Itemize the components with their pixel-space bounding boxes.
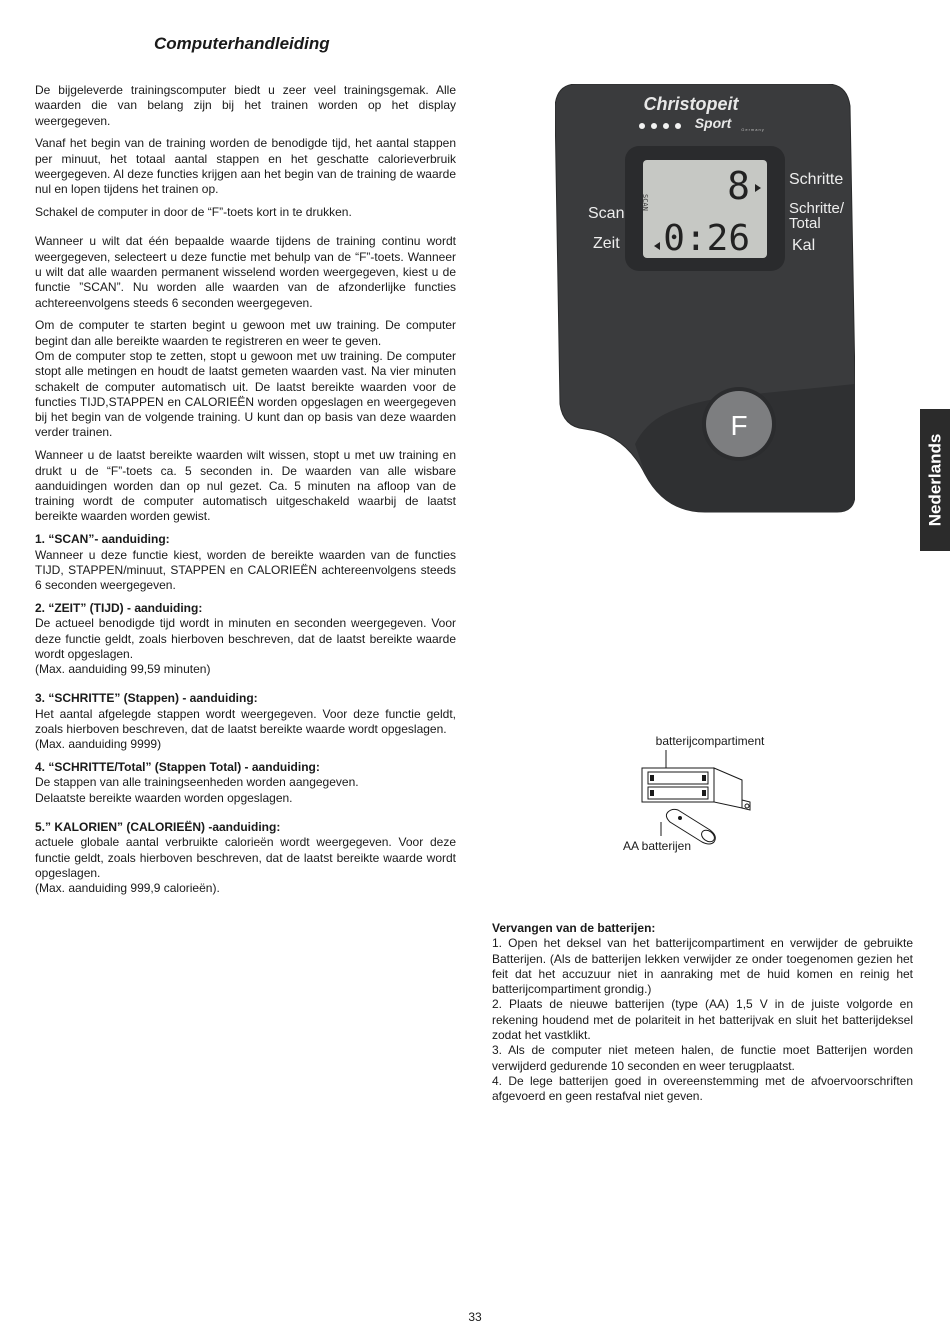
battery-terminals <box>650 775 706 796</box>
section-schritte-total-body-1: De stappen van alle trainingseenheden worden aangegeven. <box>35 775 359 790</box>
section-kalorien-heading: 5.” KALORIEN” (CALORIEËN) -aanduiding: <box>35 819 281 834</box>
section-kalorien-body: actuele globale aantal verbruikte calorieën wordt weergegeven. Voor deze functie geldt, zoals hierboven beschreven, dat de laatst bereikte waarde wordt opgeslagen. <box>35 835 456 880</box>
paragraph-start-training: Om de computer te starten begint u gewoon met uw training. De computer begint dan alle bereikte waarden te registreren en weer te geven. <box>35 318 456 348</box>
battery-step-1: 1. Open het deksel van het batterijcompartiment en verwijder de gebruikte Batterijen. (Als de batterijen lekken verwijder ze onder toegenomen gezien het feit dat het accuzuur niet in aanraking met de huid komen en reinig het batterijcompartiment grondig.) <box>492 936 913 997</box>
battery-replacement-heading: Vervangen van de batterijen: <box>492 921 656 935</box>
section-zeit <box>35 601 456 677</box>
brand-germany: Germany <box>741 127 765 132</box>
battery-step-2: 2. Plaats de nieuwe batterijen (type (AA) 1,5 V in de juiste volgorde en rekening houdend met de polariteit in het batterijvak en sluit het batterijdeksel zodat het vastklikt. <box>492 997 913 1043</box>
paragraph-stop-training: Om de computer stop te zetten, stopt u gewoon met uw training. De computer stopt alle metingen en houdt de laatst gemeten waarden vast. Na vier minuten schakelt de computer automatisch uit. De laatst bereikte waarden voor de functies TIJD,STAPPEN en CALORIEËN worden opgeslagen en weergegeven bij het begin van de volgende training. U kunt dan op basis van deze waarden verder trainen. <box>35 348 456 440</box>
section-scan-body: Wanneer u deze functie kiest, worden de bereikte waarden van de functies TIJD, STAPPEN/minuut, STAPPEN en CALORIEËN achtereenvolgens steeds 6 seconden weergegeven. <box>35 547 456 593</box>
section-kalorien <box>35 820 456 896</box>
f-button-label: F <box>730 410 748 441</box>
lcd-bottom-value: 0:26 <box>663 218 750 259</box>
label-zeit: Zeit <box>593 235 620 252</box>
paragraph-reset-values: Wanneer u de laatst bereikte waarden wilt wissen, stopt u met uw training en drukt u de “F”-toets ca. 5 seconden in. De waarden van alle wisbare aanduidingen worden dan op nul gezet. Ca. 5 minuten na afloop van de training wordt de computer automatisch uitgeschakeld waarbij de laatst bereikte waarden worden gewist. <box>35 448 456 524</box>
section-zeit-heading: 2. “ZEIT” (TIJD) - aanduiding: <box>35 600 203 615</box>
paragraph-start-values: Vanaf het begin van de training worden de benodigde tijd, het aantal stappen per minuut, het totaal aantal stappen en het geschatte calorieverbruik weergegeven. Al deze functies krijgen aan het begin van de training de waarde nul en lopen tijdens het trainen op. <box>35 136 456 197</box>
section-schritte <box>35 691 456 752</box>
right-text-column <box>492 921 913 1105</box>
language-tab-label: Nederlands <box>925 433 944 527</box>
section-kalorien-max: (Max. aanduiding 999,9 calorieën). <box>35 881 220 896</box>
section-schritte-total <box>35 760 456 806</box>
label-kal: Kal <box>792 237 816 254</box>
section-schritte-body: Het aantal afgelegde stappen wordt weergegeven. Voor deze functie geldt, zoals hierboven beschreven, dat de laatst bereikte waarde wordt opgeslagen. <box>35 706 456 736</box>
page-title: Computerhandleiding <box>154 34 330 53</box>
lcd-top-value: 8 <box>727 164 750 208</box>
page-number: 33 <box>468 1310 482 1324</box>
section-scan-heading: 1. “SCAN”- aanduiding: <box>35 532 170 547</box>
paragraph-select-function: Wanneer u wilt dat één bepaalde waarde tijdens de training continu wordt weergegeven, selecteert u deze functie met behulp van de “F”-toets. Wanneer u wilt dat alle waarden permanent wisselend worden weergegeven, kiest u de functie ”SCAN”. Nu worden alle waarden van de afzonderlijke functies achtereenvolgens steeds 6 seconden weergegeven. <box>35 234 456 310</box>
label-battery-compartment: batterijcompartiment <box>655 734 765 748</box>
battery-box-drawing <box>642 768 750 810</box>
brand-sport: Sport <box>694 115 732 131</box>
section-schritte-total-heading: 4. “SCHRITTE/Total” (Stappen Total) - aanduiding: <box>35 760 320 775</box>
brand-name: Christopeit <box>643 94 739 114</box>
section-schritte-total-body-2: Delaatste bereikte waarden worden opgeslagen. <box>35 790 293 805</box>
battery-step-4: 4. De lege batterijen goed in overeenstemming met de afvoervoorschriften afgevoerd en geen restafval niet geven. <box>492 1073 913 1104</box>
section-schritte-max: (Max. aanduiding 9999) <box>35 737 162 752</box>
section-zeit-max: (Max. aanduiding 99,59 minuten) <box>35 662 211 677</box>
battery-compartment-figure <box>610 730 780 855</box>
battery-step-3: 3. Als de computer niet meteen halen, de functie moet Batterijen worden verwijderd gedurende 10 seconden en weer terugplaatst. <box>492 1043 913 1073</box>
paragraph-intro: De bijgeleverde trainingscomputer biedt u zeer veel trainingsgemak. Alle waarden die van belang zijn bij het trainen worden op het display weergegeven. <box>35 83 456 128</box>
label-schritte: Schritte <box>789 171 844 188</box>
paragraph-switch-on: Schakel de computer in door de “F”-toets kort in te drukken. <box>35 205 352 220</box>
label-schritte-total-1: Schritte/ <box>789 200 845 217</box>
label-schritte-total-2: Total <box>789 215 821 232</box>
label-scan: Scan <box>588 205 625 222</box>
section-zeit-body: De actueel benodigde tijd wordt in minuten en seconden weergegeven. Voor deze functie geldt, zoals hierboven beschreven, dat de laatst bereikte waarde wordt opgeslagen. <box>35 616 456 661</box>
training-computer-illustration <box>555 84 855 514</box>
lcd-scan-indicator: SCAN <box>641 194 649 211</box>
left-text-column <box>35 83 456 904</box>
label-aa-batteries: AA batterijen <box>622 839 692 853</box>
section-scan <box>35 532 456 593</box>
language-tab <box>920 409 950 551</box>
section-schritte-heading: 3. “SCHRITTE” (Stappen) - aanduiding: <box>35 691 258 706</box>
